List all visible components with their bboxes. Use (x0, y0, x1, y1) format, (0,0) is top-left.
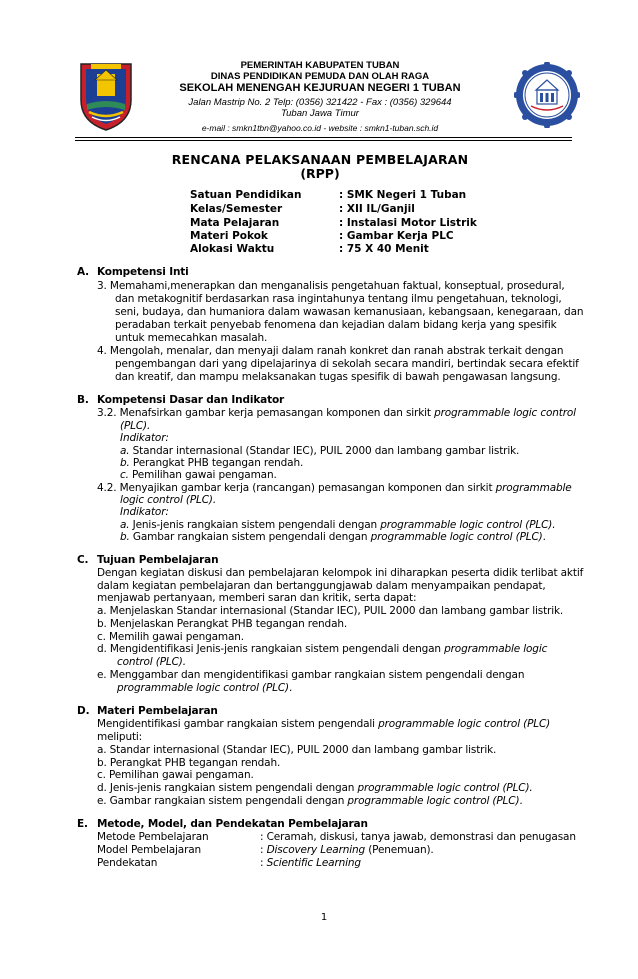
text-line: b. Perangkat PHB tegangan rendah. (120, 457, 304, 469)
method-label: Metode Pembelajaran (97, 831, 209, 843)
spec-label: Mata Pelajaran (190, 217, 280, 229)
kabupaten-tuban-logo (75, 60, 137, 132)
list-item: b. Menjelaskan Perangkat PHB tegangan rendah. (97, 618, 348, 630)
text-line: 4.2. Menyajikan gambar kerja (rancangan) pemasangan komponen dan sirkit programmable (97, 482, 572, 494)
header-government: PEMERINTAH KABUPATEN TUBAN (240, 60, 400, 71)
section-letter: A. (77, 266, 90, 278)
page-number: 1 (320, 912, 328, 923)
text-line: Mengidentifikasi gambar rangkaian sistem pengendali programmable logic control (PLC) (97, 718, 551, 730)
spec-value: : SMK Negeri 1 Tuban (339, 189, 467, 201)
text-line: a. Jenis-jenis rangkaian sistem pengendali dengan programmable logic control (PLC). (120, 519, 556, 531)
text-line: 4. Mengolah, menalar, dan menyaji dalam ranah konkret dan ranah abstrak terkait dengan (97, 345, 564, 357)
text-line: Dengan kegiatan diskusi dan pembelajaran kelompok ini diharapkan peserta didik terlibat aktif (97, 567, 584, 579)
spec-value: : XII IL/Ganjil (339, 203, 415, 215)
header-contact: e-mail : smkn1tbn@yahoo.co.id - website : smkn1-tuban.sch.id (201, 123, 439, 133)
method-value: : Ceramah, diskusi, tanya jawab, demonstrasi dan penugasan (260, 831, 576, 843)
text-line: programmable logic control (PLC). (117, 682, 293, 694)
text-line: (PLC). (120, 420, 151, 432)
spec-value: : Gambar Kerja PLC (339, 230, 454, 242)
header-divider-thick (75, 137, 572, 138)
document-title: RENCANA PELAKSANAAN PEMBELAJARAN (171, 152, 469, 167)
model-label: Model Pembelajaran (97, 844, 202, 856)
text-line: dan metakognitif berdasarkan rasa ingintahunya tentang ilmu pengetahuan, teknologi, (115, 293, 562, 305)
spec-label: Kelas/Semester (190, 203, 283, 215)
text-line: untuk memecahkan masalah. (115, 332, 268, 344)
list-item: d. Mengidentifikasi Jenis-jenis rangkaian sistem pengendali dengan programmable logic (97, 643, 548, 655)
text-line: meliputi: (97, 731, 143, 743)
spec-label: Satuan Pendidikan (190, 189, 302, 201)
text-line: control (PLC). (117, 656, 186, 668)
smkn1-tuban-seal-logo (514, 62, 580, 128)
text-line: 3.2. Menafsirkan gambar kerja pemasangan komponen dan sirkit programmable logic control (97, 407, 576, 419)
section-title: Metode, Model, dan Pendekatan Pembelajaran (97, 818, 368, 830)
spec-value: : Instalasi Motor Listrik (339, 217, 477, 229)
text-line: seni, budaya, dan humaniora dalam wawasan kemanusiaan, kebangsaan, kenegaraan, dan (115, 306, 584, 318)
text-line: dan kreatif, dan mampu melaksanakan tugas spesifik di bawah pengawasan langsung. (115, 371, 561, 383)
spec-label: Alokasi Waktu (190, 243, 275, 255)
list-item: e. Menggambar dan mengidentifikasi gambar rangkaian sistem pengendali dengan (97, 669, 525, 681)
spec-value: : 75 X 40 Menit (339, 243, 429, 255)
spec-label: Materi Pokok (190, 230, 268, 242)
text-line: c. Pemilihan gawai pengaman. (120, 469, 277, 481)
text-line: dalam kegiatan pembelajaran dan bertanggungjawab dalam menyampaikan pendapat, (97, 580, 546, 592)
section-letter: B. (77, 394, 89, 406)
section-title: Materi Pembelajaran (97, 705, 218, 717)
text-line: a. Standar internasional (Standar IEC), PUIL 2000 dan lambang gambar listrik. (120, 445, 520, 457)
approach-label: Pendekatan (97, 857, 158, 869)
approach-value: : Scientific Learning (260, 857, 361, 869)
model-value: : Discovery Learning (Penemuan). (260, 844, 434, 856)
section-letter: E. (77, 818, 88, 830)
section-letter: D. (77, 705, 90, 717)
list-item: b. Perangkat PHB tegangan rendah. (97, 757, 281, 769)
header-school-name: SEKOLAH MENENGAH KEJURUAN NEGERI 1 TUBAN (179, 82, 461, 94)
text-line: peradaban terkait penyebab fenomena dan kejadian dalam bidang kerja yang spesifik (115, 319, 557, 331)
header-address: Jalan Mastrip No. 2 Telp: (0356) 321422 - Fax : (0356) 329644 (188, 97, 452, 108)
text-line: 3. Memahami,menerapkan dan menganalisis pengetahuan faktual, konseptual, prosedural, (97, 280, 565, 292)
document-subtitle: (RPP) (300, 166, 340, 181)
list-item: a. Standar internasional (Standar IEC), PUIL 2000 dan lambang gambar listrik. (97, 744, 497, 756)
section-letter: C. (77, 554, 89, 566)
section-title: Kompetensi Inti (97, 266, 189, 278)
indicator-label: Indikator: (120, 432, 169, 444)
list-item: c. Pemilihan gawai pengaman. (97, 769, 254, 781)
text-line: menjawab pertanyaan, memberi saran dan kritik, serta dapat: (97, 592, 417, 604)
header-city: Tuban Jawa Timur (281, 108, 359, 119)
list-item: d. Jenis-jenis rangkaian sistem pengendali dengan programmable logic control (PLC). (97, 782, 533, 794)
list-item: c. Memilih gawai pengaman. (97, 631, 244, 643)
indicator-label: Indikator: (120, 506, 169, 518)
text-line: pengembangan dari yang dipelajarinya di sekolah secara mandiri, bertindak secara efektif (115, 358, 579, 370)
section-title: Kompetensi Dasar dan Indikator (97, 394, 285, 406)
header-department: DINAS PENDIDIKAN PEMUDA DAN OLAH RAGA (210, 71, 430, 82)
section-title: Tujuan Pembelajaran (97, 554, 219, 566)
list-item: e. Gambar rangkaian sistem pengendali dengan programmable logic control (PLC). (97, 795, 523, 807)
header-divider-thin (75, 140, 572, 141)
text-line: b. Gambar rangkaian sistem pengendali dengan programmable logic control (PLC). (120, 531, 546, 543)
list-item: a. Menjelaskan Standar internasional (Standar IEC), PUIL 2000 dan lambang gambar listrik. (97, 605, 564, 617)
text-line: logic control (PLC). (120, 494, 217, 506)
